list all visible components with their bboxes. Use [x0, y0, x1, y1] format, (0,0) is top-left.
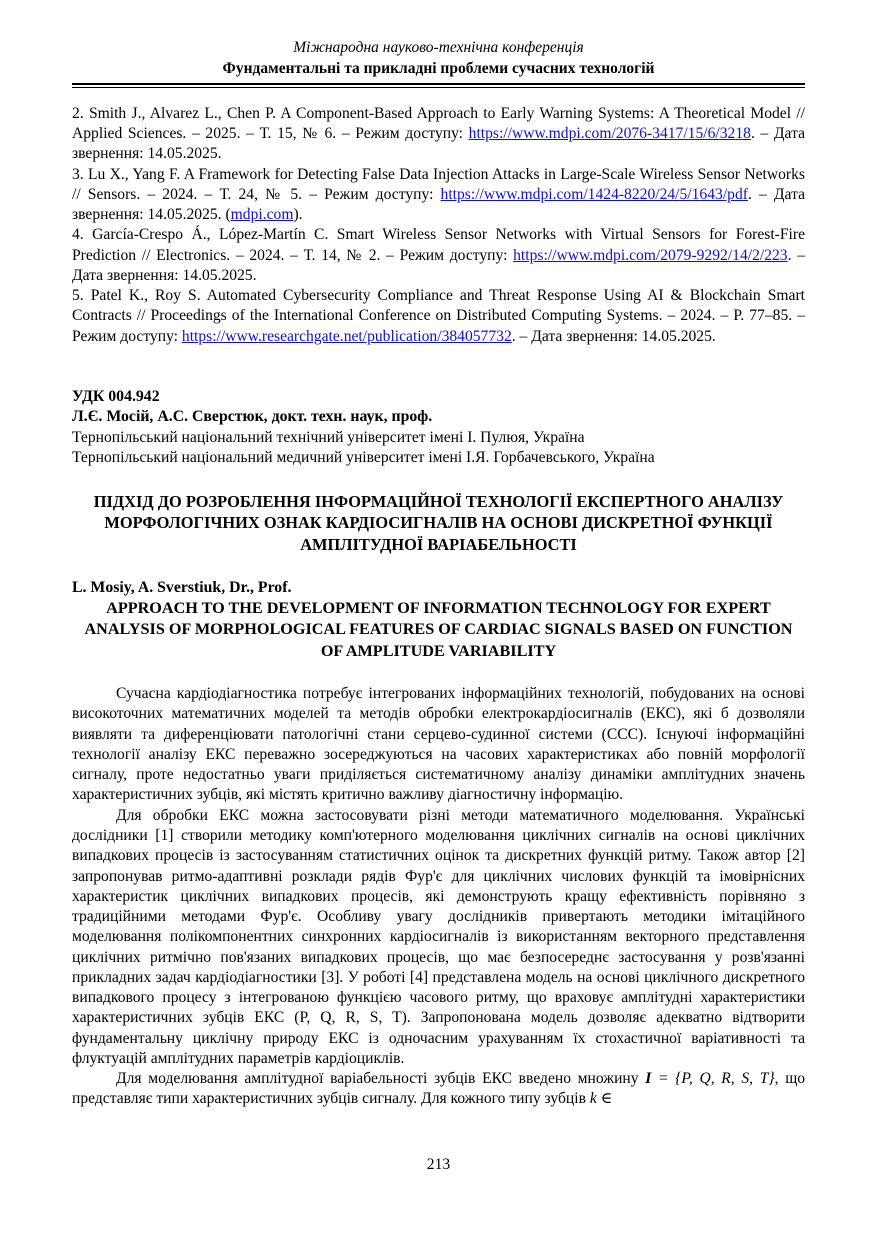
reference-text-tail: . – Дата звернення: 14.05.2025. — [72, 125, 806, 163]
reference-link[interactable]: https://www.mdpi.com/2079-9292/14/2/223 — [513, 246, 788, 264]
reference-text: García-Crespo Á., López-Martín C. Smart Wireless Sensor Networks with Virtual Sensors for Forest-Fire Prediction // Electronics. – 2024. – Т. 14, № 2. – Режим доступу: — [72, 226, 805, 264]
reference-item — [72, 165, 805, 226]
title-en-spacer — [72, 556, 805, 578]
reference-number: 3. — [72, 165, 84, 183]
final-par-formula-set: I — [645, 1070, 652, 1088]
reference-text: Smith J., Alvarez L., Chen P. A Component-Based Approach to Early Warning Systems: A Theoretical Model // Applied Sciences. – 2025. – Т. 15, № 6. – Режим доступу: — [72, 104, 805, 143]
section-spacer — [72, 347, 805, 387]
reference-link[interactable]: https://www.mdpi.com/2076-3417/15/6/3218 — [468, 125, 751, 143]
final-par-part1: Для моделювання амплітудної варіабельності зубців ЕКС введено множину — [116, 1070, 646, 1088]
final-par-part2: = {P, Q, R, S, T} — [651, 1070, 775, 1088]
reference-item — [72, 104, 805, 165]
reference-number: 5. — [72, 287, 84, 305]
reference-text: Lu X., Yang F. A Framework for Detecting False Data Injection Attacks in Large-Scale Wireless Sensor Networks // Sensors. – 2024. – Т. 24, № 5. – Режим доступу: — [72, 165, 805, 203]
body-paragraph: Для обробки ЕКС можна застосовувати різні методи математичного моделювання. Українські дослідники [1] створили методику комп'ютерного моделювання циклічних сигналів на основі циклічних випадкових процесів із застосуванням статистичних оцінок та дискретних функцій ритму. Також автор [2] запропонував ритмо-адаптивні розклади рядів Фур'є для циклічних числових функцій та імовірнісних характеристик циклічних випадкових процесів, які демонструють кращу ефективність порівняно з традиційними методами Фур'є. Особливу увагу дослідників привертають методики імітаційного моделювання полікомпонентних синхронних кардіосигналів із використанням векторного представлення циклічних ритмічно пов'язаних випадкових процесів, що має безпосереднє застосування у розв'язанні прикладних задач кардіодіагностики [3]. У роботі [4] представлена модель на основі циклічного дискретного випадкового процесу з інтегрованою функцією часового ритму, що враховує амплітудні характеристики характеристичних зубців ЕКС (P, Q, R, S, T). Запропонована модель дозволяє адекватно відтворити фундаментальну циклічну природу ЕКС із одночасним урахуванням їх стохастичної варіативності та флуктуацій амплітудних параметрів кардіоциклів. — [72, 806, 805, 1067]
reference-link[interactable]: https://www.researchgate.net/publication/384057732 — [181, 327, 512, 345]
header-conference-subtitle: Фундаментальні та прикладні проблеми сучасних технологій — [222, 60, 655, 78]
reference-text-tail: . – Дата звернення: 14.05.2025. — [511, 327, 716, 345]
body-spacer — [72, 662, 805, 684]
title-spacer — [72, 469, 805, 491]
page-number: 213 — [426, 1155, 451, 1173]
reference-number: 4. — [72, 226, 84, 244]
authors-ukrainian: Л.Є. Мосій, А.С. Сверстюк, докт. техн. наук, проф. — [72, 408, 433, 426]
reference-text: Patel K., Roy S. Automated Cybersecurity Compliance and Threat Response Using AI & Blockchain Smart Contracts // Proceedings of the International Conference on Distributed Computing Systems. – 2024. – P. 77–85. – Режим доступу: — [72, 287, 805, 345]
affiliation-second: Тернопільський національний медичний університет імені І.Я. Горбачевського, Україна — [72, 449, 655, 467]
final-par-formula-k: k ∈ — [589, 1090, 613, 1108]
reference-text-tail: . – Дата звернення: 14.05.2025. ( — [72, 185, 806, 224]
reference-number: 2. — [72, 104, 84, 122]
article-title-ukrainian: ПІДХІД ДО РОЗРОБЛЕННЯ ІНФОРМАЦІЙНОЇ ТЕХНОЛОГІЇ ЕКСПЕРТНОГО АНАЛІЗУ МОРФОЛОГІЧНИХ ОЗНАК КАРДІОСИГНАЛІВ НА ОСНОВІ ДИСКРЕТНОЇ ФУНКЦІЇ АМПЛІТУДНОЇ ВАРІАБЕЛЬНОСТІ — [93, 491, 784, 554]
body-paragraph: Сучасна кардіодіагностика потребує інтегрованих інформаційних технологій, побудованих на основі високоточних математичних моделей та методів обробки електрокардіосигналів (ЕКС), які б дозволяли виявляти та диференціювати патологічні стани серцево-судинної системи (ССС). Існуючі інформаційні технології аналізу ЕКС переважно зосереджуються на часових характеристиках або повній морфології сигналу, проте недостатньо уваги приділяється систематичному аналізу динаміки амплітудних значень характеристичних зубців, які містять критично важливу діагностичну інформацію. — [72, 685, 805, 804]
reference-link[interactable]: https://www.mdpi.com/1424-8220/24/5/1643/pdf — [440, 185, 748, 203]
authors-english: L. Mosiy, A. Sverstiuk, Dr., Prof. — [72, 578, 292, 596]
reference-item — [72, 286, 805, 347]
udk-code: УДК 004.942 — [72, 387, 160, 405]
header-conference-name: Міжнародна науково-технічна конференція — [293, 39, 584, 56]
affiliation-first: Тернопільський національний технічний університет імені І. Пулюя, Україна — [72, 429, 585, 446]
reference-link-secondary[interactable]: mdpi.com — [230, 206, 294, 224]
references-list — [72, 104, 805, 347]
body-paragraph-final — [72, 1069, 805, 1110]
header-divider — [72, 83, 805, 88]
final-par-part3: , що представляє типи характеристичних зубців сигналу. Для кожного типу зубців — [72, 1070, 806, 1108]
reference-text-tail2: ). — [293, 206, 303, 224]
running-header — [72, 38, 805, 79]
reference-item — [72, 225, 805, 286]
reference-text-tail: . – Дата звернення: 14.05.2025. — [72, 246, 805, 284]
article-title-english: APPROACH TO THE DEVELOPMENT OF INFORMATION TECHNOLOGY FOR EXPERT ANALYSIS OF MORPHOLOGICAL FEATURES OF CARDIAC SIGNALS BASED ON FUNCTION OF AMPLITUDE VARIABILITY — [84, 599, 793, 660]
